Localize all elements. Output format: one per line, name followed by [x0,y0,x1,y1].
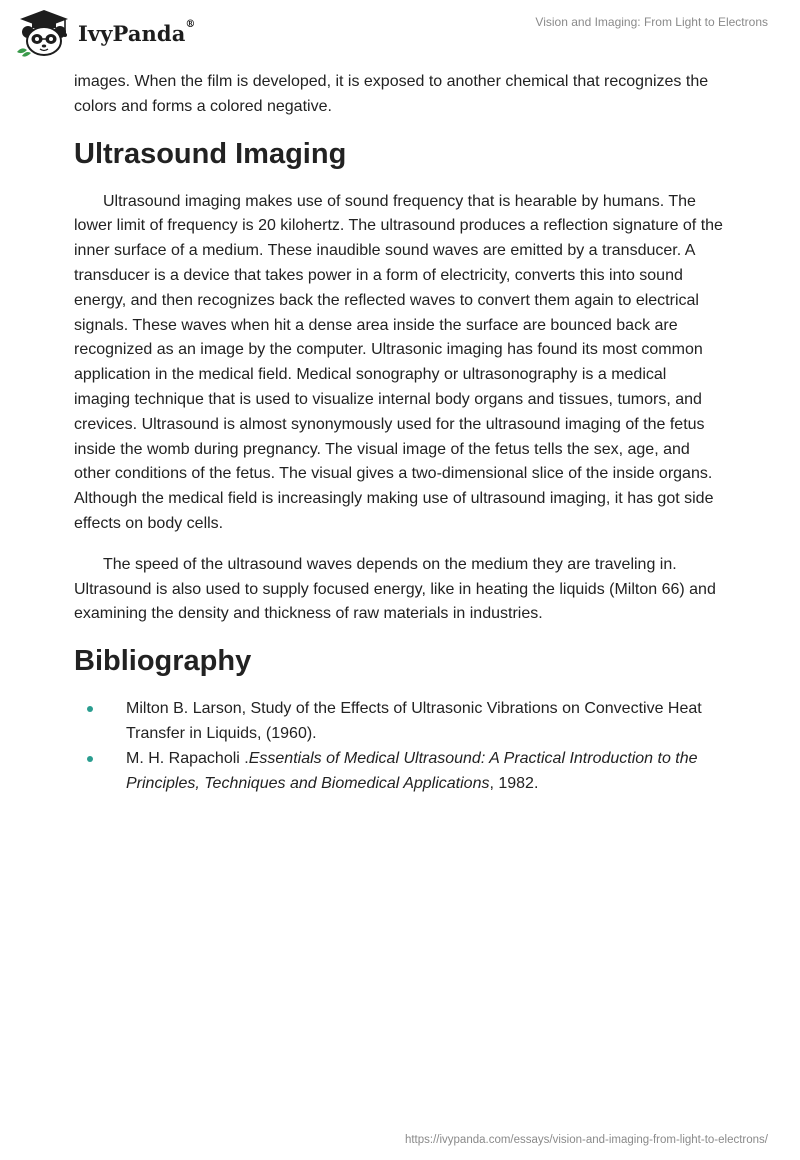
bullet-dot-icon [87,706,93,712]
bibliography-item-year: , 1982. [489,774,539,792]
bullet-dot-icon [87,756,93,762]
bibliography-item [74,697,724,747]
section-heading-ultrasound: Ultrasound Imaging [74,137,347,170]
bibliography-item-text: Milton B. Larson, Study of the Effects of Ultrasonic Vibrations on Convective Heat Transfer in Liquids, (1960). [126,700,702,742]
registered-mark: ® [185,18,196,30]
bibliography-item-title: Essentials of Medical Ultrasound: A Practical Introduction to the Principles, Techniques and Biomedical Applications [126,749,698,792]
ultrasound-paragraph-1: Ultrasound imaging makes use of sound frequency that is hearable by humans. The lower limit of frequency is 20 kilohertz. The ultrasound produces a reflection signature of the inner surface of a medium. These inaudible sound waves are emitted by a transducer. A transducer is a device that takes power in a form of electricity, converts this into sound energy, and then recognizes back the reflected waves to convert them again to electrical signals. These waves when hit a dense area inside the surface are bounced back are recognized as an image by the computer. Ultrasonic imaging has found its most common application in the medical field. Medical sonography or ultrasonography is a medical imaging technique that is used to visualize internal body organs and tissues, tumors, and crevices. Ultrasound is almost synonymously used for the ultrasound imaging of the fetus inside the womb during pregnancy. The visual image of the fetus tells the sex, age, and other conditions of the fetus. The visual gives a two-dimensional slice of the inside organs. Although the medical field is increasingly making use of ultrasound imaging, it has got side effects on body cells. [74,192,723,532]
bibliography-item-author: M. H. Rapacholi . [126,749,249,767]
panda-graduation-cap-icon [14,8,74,58]
ultrasound-paragraph-2: The speed of the ultrasound waves depends on the medium they are traveling in. Ultrasound is also used to supply focused energy, like in heating the liquids (Milton 66) and examining the density and thickness of raw materials in industries. [74,555,716,623]
bibliography-list [74,697,724,796]
logo-wordmark: IvyPanda® [78,18,196,46]
source-url[interactable]: https://ivypanda.com/essays/vision-and-imaging-from-light-to-electrons/ [404,1134,768,1146]
page-header [0,0,800,64]
bibliography-item [74,747,724,797]
ivypanda-logo[interactable] [14,8,196,58]
article-content [74,70,724,796]
intro-paragraph: images. When the film is developed, it is exposed to another chemical that recognizes the colors and forms a colored negative. [74,73,709,115]
section-heading-bibliography: Bibliography [74,645,252,678]
document-title: Vision and Imaging: From Light to Electrons [535,15,768,29]
